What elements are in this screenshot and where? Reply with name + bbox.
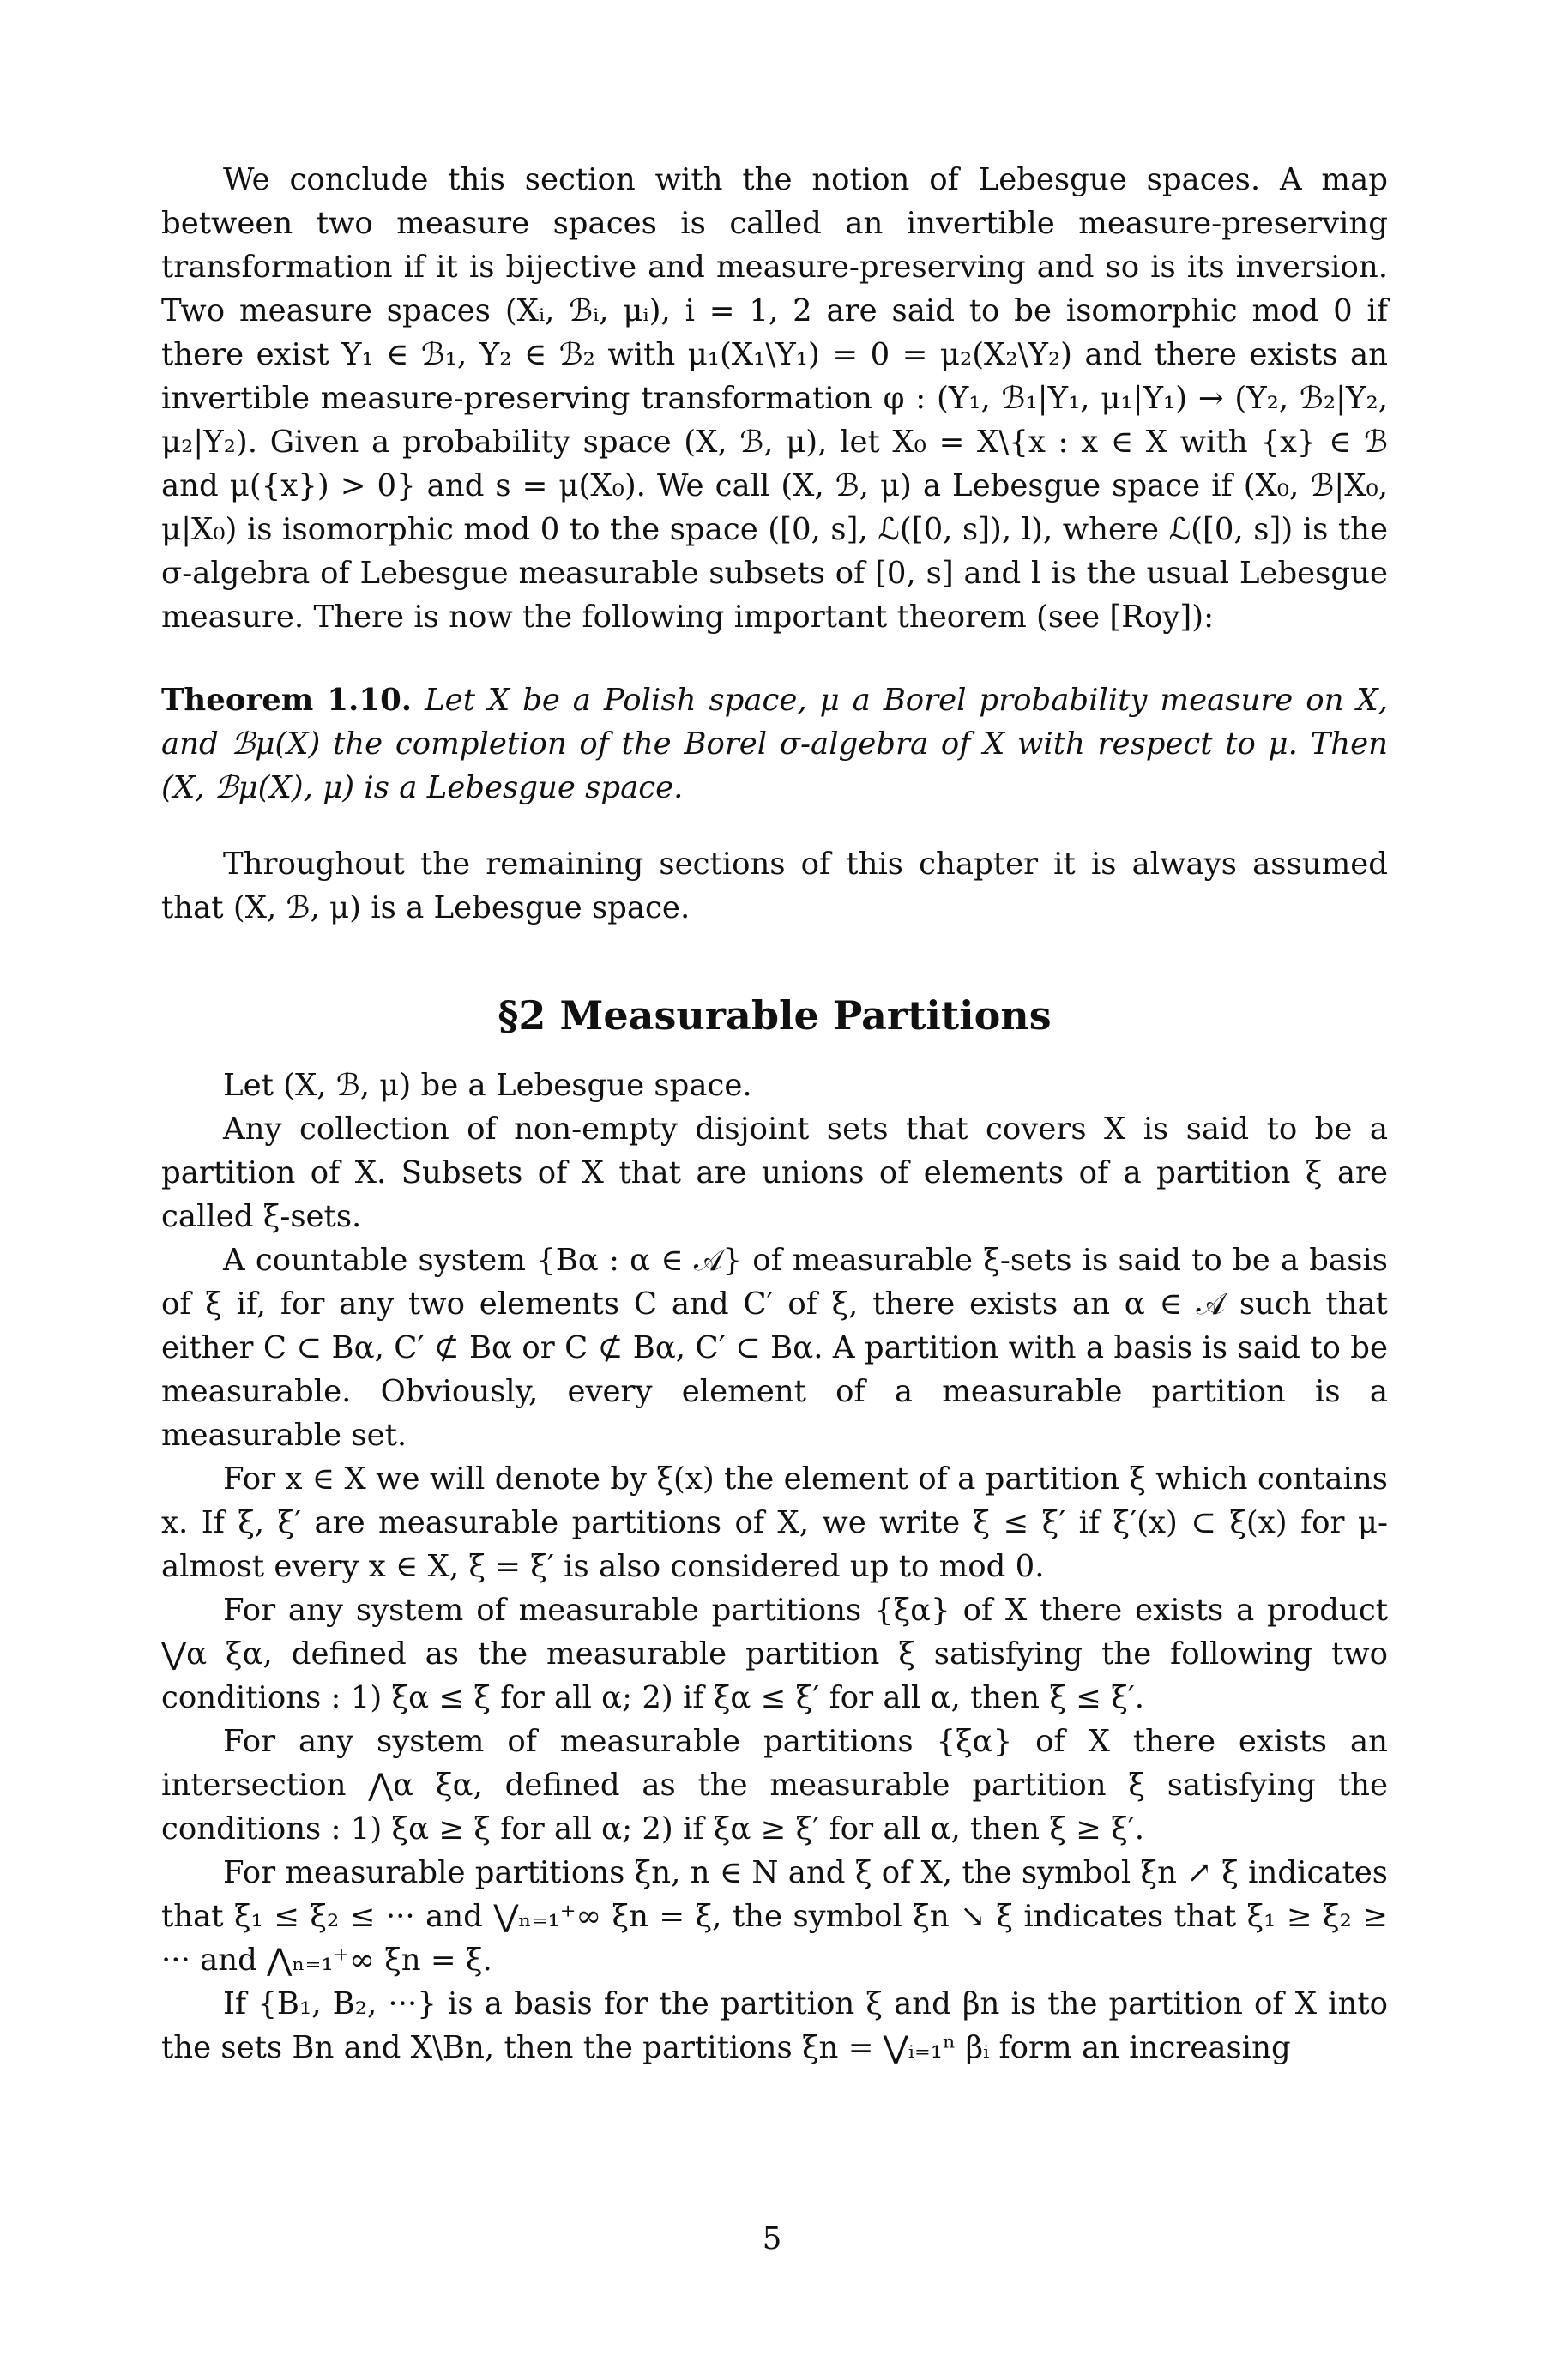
paragraph-basis-increasing: If {B₁, B₂, ···} is a basis for the partition ξ and βn is the partition of X into the sets Bn and X\Bn, then the partitions ξn = ⋁ᵢ₌₁ⁿ βᵢ form an increasing xyxy=(161,1986,1388,2065)
paragraph-product: For any system of measurable partitions {ξα} of X there exists a product ⋁α ξα, defined as the measurable partition ξ satisfying the following two conditions : 1) ξα ≤ ξ for all α; 2) if ξα ≤ ξ′ for all α, then ξ ≤ ξ′. xyxy=(161,1593,1388,1715)
paragraph-let-lebesgue: Let (X, ℬ, μ) be a Lebesgue space. xyxy=(223,1068,752,1103)
theorem-label: Theorem 1.10. xyxy=(161,683,413,718)
paragraph-basis-definition: A countable system {Bα : α ∈ 𝒜} of measurable ξ-sets is said to be a basis of ξ if, for any two elements C and C′ of ξ, there exists an α ∈ 𝒜 such that either C ⊂ Bα, C′ ⊄ Bα or C ⊄ Bα, C′ ⊂ Bα. A partition with a basis is said to be measurable. Obviously, every element of a measurable partition is a measurable set. xyxy=(161,1243,1388,1453)
paragraph-intersection: For any system of measurable partitions {ξα} of X there exists an intersection ⋀α ξα, defined as the measurable partition ξ satisfying the conditions : 1) ξα ≥ ξ for all α; 2) if ξα ≥ ξ′ for all α, then ξ ≥ ξ′. xyxy=(161,1724,1388,1847)
page-content xyxy=(161,158,1388,2070)
theorem-1-10 xyxy=(161,678,1388,810)
paragraph-element-notation: For x ∈ X we will denote by ξ(x) the element of a partition ξ which contains x. If ξ, ξ′ are measurable partitions of X, we write ξ ≤ ξ′ if ξ′(x) ⊂ ξ(x) for μ-almost every x ∈ X, ξ = ξ′ is also considered up to mod 0. xyxy=(161,1461,1388,1584)
paragraph-partition-definition: Any collection of non-empty disjoint sets that covers X is said to be a partition of X. Subsets of X that are unions of elements of a partition ξ are called ξ-sets. xyxy=(161,1112,1388,1234)
paragraph-lebesgue-spaces: We conclude this section with the notion of Lebesgue spaces. A map between two measure spaces is called an invertible measure-preserving transformation if it is bijective and measure-preserving and so is its inversion. Two measure spaces (Xᵢ, ℬᵢ, μᵢ), i = 1, 2 are said to be isomorphic mod 0 if there exist Y₁ ∈ ℬ₁, Y₂ ∈ ℬ₂ with μ₁(X₁\Y₁) = 0 = μ₂(X₂\Y₂) and there exists an invertible measure-preserving transformation φ : (Y₁, ℬ₁|Y₁, μ₁|Y₁) → (Y₂, ℬ₂|Y₂, μ₂|Y₂). Given a probability space (X, ℬ, μ), let X₀ = X\{x : x ∈ X with {x} ∈ ℬ and μ({x}) > 0} and s = μ(X₀). We call (X, ℬ, μ) a Lebesgue space if (X₀, ℬ|X₀, μ|X₀) is isomorphic mod 0 to the space ([0, s], ℒ([0, s]), l), where ℒ([0, s]) is the σ-algebra of Lebesgue measurable subsets of [0, s] and l is the usual Lebesgue measure. There is now the following important theorem (see [Roy]): xyxy=(161,162,1388,635)
paragraph-throughout: Throughout the remaining sections of this chapter it is always assumed that (X, ℬ, μ) is a Lebesgue space. xyxy=(161,847,1388,925)
page-number: 5 xyxy=(762,2221,782,2256)
paragraph-monotone: For measurable partitions ξn, n ∈ N and ξ of X, the symbol ξn ↗ ξ indicates that ξ₁ ≤ ξ₂ ≤ ··· and ⋁ₙ₌₁⁺∞ ξn = ξ, the symbol ξn ↘ ξ indicates that ξ₁ ≥ ξ₂ ≥ ··· and ⋀ₙ₌₁⁺∞ ξn = ξ. xyxy=(161,1855,1388,1978)
section-title: §2 Measurable Partitions xyxy=(498,992,1052,1039)
theorem-body: Let X be a Polish space, μ a Borel probability measure on X, and ℬμ(X) the completion of the Borel σ-algebra of X with respect to μ. Then (X, ℬμ(X), μ) is a Lebesgue space. xyxy=(161,683,1388,805)
